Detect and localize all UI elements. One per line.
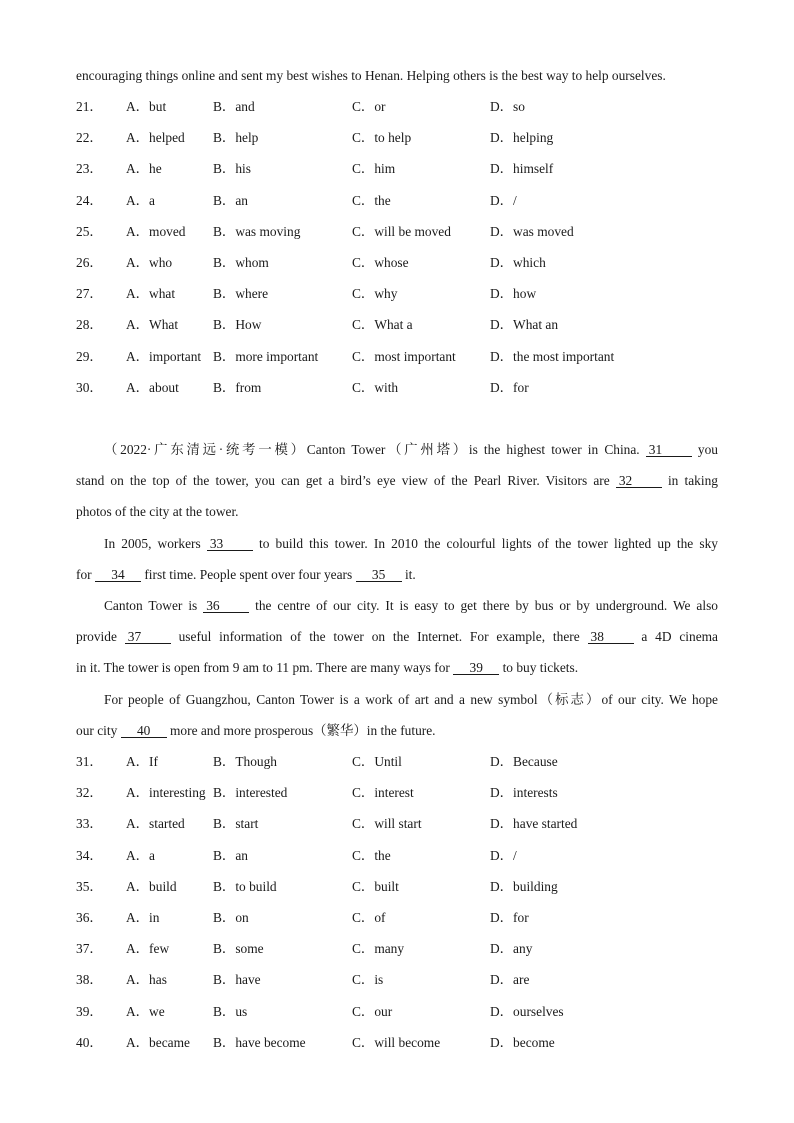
option-d[interactable]: D．What an: [490, 317, 559, 332]
option-d[interactable]: D．interests: [490, 785, 558, 800]
option-c[interactable]: C．will be moved: [352, 224, 451, 239]
option-c[interactable]: C．will start: [352, 816, 422, 831]
passage-line: in it. The tower is open from 9 am to 11 pm. There are many ways for 39 to buy tickets.: [76, 660, 579, 675]
question-row: [76, 879, 736, 895]
source-label: （2022·广东清远·统考一模）: [104, 442, 307, 457]
option-c[interactable]: C．is: [352, 972, 384, 987]
option-b[interactable]: B．interested: [213, 785, 288, 800]
option-b[interactable]: B．us: [213, 1004, 248, 1019]
option-b[interactable]: B．on: [213, 910, 249, 925]
question-number: 34．: [76, 848, 103, 863]
question-row: [76, 972, 736, 988]
option-b[interactable]: B．have: [213, 972, 261, 987]
question-row: [76, 255, 736, 271]
option-b[interactable]: B．an: [213, 193, 248, 208]
question-row: [76, 754, 736, 770]
option-b[interactable]: B．How: [213, 317, 262, 332]
question-number: 30．: [76, 380, 103, 395]
question-number: 35．: [76, 879, 103, 894]
option-d[interactable]: D．have started: [490, 816, 578, 831]
option-b[interactable]: B．an: [213, 848, 248, 863]
passage-line: for 34 first time. People spent over four years 35 it.: [76, 567, 416, 582]
blank-40[interactable]: 40: [121, 724, 167, 738]
option-a[interactable]: A．helped: [126, 130, 185, 145]
question-number: 33．: [76, 816, 103, 831]
question-row: [76, 130, 736, 146]
option-a[interactable]: A．started: [126, 816, 185, 831]
option-d[interactable]: D．helping: [490, 130, 554, 145]
question-row: [76, 317, 736, 333]
question-number: 38．: [76, 972, 103, 987]
question-number: 37．: [76, 941, 103, 956]
question-row: [76, 349, 736, 365]
option-c[interactable]: C．of: [352, 910, 386, 925]
question-row: [76, 161, 736, 177]
question-number: 31．: [76, 754, 103, 769]
question-number: 40．: [76, 1035, 103, 1050]
question-row: [76, 1004, 736, 1020]
question-row: [76, 848, 736, 864]
passage-line: our city 40 more and more prosperous（繁华）in the future.: [76, 723, 436, 738]
blank-34[interactable]: 34: [95, 568, 141, 582]
option-c[interactable]: C．interest: [352, 785, 414, 800]
option-d[interactable]: D．so: [490, 99, 525, 114]
option-d[interactable]: D．become: [490, 1035, 555, 1050]
question-number: 21．: [76, 99, 103, 114]
option-d[interactable]: D．/: [490, 193, 517, 208]
option-c[interactable]: C．the: [352, 193, 391, 208]
passage-line: For people of Guangzhou, Canton Tower is a work of art and a new symbol（标志）of our city. We hope: [104, 692, 718, 707]
option-a[interactable]: A．a: [126, 193, 156, 208]
option-d[interactable]: D．the most important: [490, 349, 615, 364]
option-a[interactable]: A．What: [126, 317, 179, 332]
question-number: 25．: [76, 224, 103, 239]
blank-32[interactable]: 32: [616, 474, 662, 488]
option-a[interactable]: A．who: [126, 255, 173, 270]
option-d[interactable]: D．any: [490, 941, 533, 956]
option-a[interactable]: A．he: [126, 161, 162, 176]
option-b[interactable]: B．his: [213, 161, 251, 176]
option-a[interactable]: A．in: [126, 910, 160, 925]
question-number: 32．: [76, 785, 103, 800]
option-c[interactable]: C．our: [352, 1004, 393, 1019]
option-c[interactable]: C．Until: [352, 754, 402, 769]
question-row: [76, 910, 736, 926]
option-c[interactable]: C．What a: [352, 317, 413, 332]
option-c[interactable]: C．whose: [352, 255, 409, 270]
option-a[interactable]: A．but: [126, 99, 167, 114]
question-row: [76, 193, 736, 209]
question-row: [76, 785, 736, 801]
question-number: 24．: [76, 193, 103, 208]
option-a[interactable]: A．moved: [126, 224, 186, 239]
option-b[interactable]: B．from: [213, 380, 262, 395]
option-c[interactable]: C．will become: [352, 1035, 441, 1050]
question-row: [76, 380, 736, 396]
option-c[interactable]: C．him: [352, 161, 396, 176]
option-b[interactable]: B．whom: [213, 255, 269, 270]
question-number: 29．: [76, 349, 103, 364]
option-c[interactable]: C．why: [352, 286, 398, 301]
passage-line: provide 37 useful information of the tower on the Internet. For example, there 38 a 4D cinema: [76, 629, 718, 644]
option-a[interactable]: A．we: [126, 1004, 165, 1019]
option-d[interactable]: D．himself: [490, 161, 554, 176]
option-d[interactable]: D．building: [490, 879, 558, 894]
option-a[interactable]: A．a: [126, 848, 156, 863]
option-b[interactable]: B．to build: [213, 879, 277, 894]
option-b[interactable]: B．some: [213, 941, 264, 956]
option-d[interactable]: D．was moved: [490, 224, 574, 239]
option-a[interactable]: A．build: [126, 879, 177, 894]
option-a[interactable]: A．what: [126, 286, 176, 301]
option-a[interactable]: A．If: [126, 754, 158, 769]
option-c[interactable]: C．the: [352, 848, 391, 863]
option-d[interactable]: D．how: [490, 286, 537, 301]
option-d[interactable]: D．/: [490, 848, 517, 863]
option-b[interactable]: B．was moving: [213, 224, 301, 239]
option-d[interactable]: D．Because: [490, 754, 558, 769]
option-d[interactable]: D．ourselves: [490, 1004, 564, 1019]
question-number: 28．: [76, 317, 103, 332]
passage-line: photos of the city at the tower.: [76, 504, 239, 519]
option-a[interactable]: A．important: [126, 349, 202, 364]
question-number: 39．: [76, 1004, 103, 1019]
blank-35[interactable]: 35: [356, 568, 402, 582]
option-a[interactable]: A．interesting: [126, 785, 206, 800]
option-b[interactable]: B．more important: [213, 349, 319, 364]
option-c[interactable]: C．built: [352, 879, 399, 894]
blank-39[interactable]: 39: [453, 661, 499, 675]
option-b[interactable]: B．help: [213, 130, 259, 145]
option-d[interactable]: D．for: [490, 380, 529, 395]
question-number: 22．: [76, 130, 103, 145]
option-c[interactable]: C．or: [352, 99, 386, 114]
question-row: [76, 286, 736, 302]
option-b[interactable]: B．have become: [213, 1035, 306, 1050]
question-number: 23．: [76, 161, 103, 176]
blank-33[interactable]: 33: [207, 537, 253, 551]
passage-line: In 2005, workers 33 to build this tower. In 2010 the colourful lights of the tower lighted up the sky: [104, 536, 718, 551]
option-a[interactable]: A．became: [126, 1035, 190, 1050]
option-c[interactable]: C．to help: [352, 130, 412, 145]
option-c[interactable]: C．most important: [352, 349, 456, 364]
question-number: 27．: [76, 286, 103, 301]
passage-line: （2022·广东清远·统考一模）Canton Tower（广州塔）is the highest tower in China. 31 you: [104, 442, 718, 457]
question-row: [76, 224, 736, 240]
question-row: [76, 941, 736, 957]
question-row: [76, 1035, 736, 1051]
question-row: [76, 99, 736, 115]
option-c[interactable]: C．with: [352, 380, 399, 395]
option-b[interactable]: B．and: [213, 99, 255, 114]
option-a[interactable]: A．has: [126, 972, 167, 987]
passage-line: Canton Tower is 36 the centre of our city. It is easy to get there by bus or by underground. We also: [104, 598, 718, 613]
question-number: 36．: [76, 910, 103, 925]
option-b[interactable]: B．start: [213, 816, 259, 831]
option-b[interactable]: B．Though: [213, 754, 277, 769]
option-d[interactable]: D．for: [490, 910, 529, 925]
option-c[interactable]: C．many: [352, 941, 405, 956]
blank-36[interactable]: 36: [203, 599, 249, 613]
option-a[interactable]: A．few: [126, 941, 170, 956]
option-b[interactable]: B．where: [213, 286, 269, 301]
question-number: 26．: [76, 255, 103, 270]
question-row: [76, 816, 736, 832]
blank-38[interactable]: 38: [588, 630, 634, 644]
option-d[interactable]: D．which: [490, 255, 546, 270]
blank-37[interactable]: 37: [125, 630, 171, 644]
passage-line: stand on the top of the tower, you can get a bird’s eye view of the Pearl River. Visitors are 32 in taking: [76, 473, 718, 488]
option-d[interactable]: D．are: [490, 972, 530, 987]
option-a[interactable]: A．about: [126, 380, 179, 395]
intro-tail-text: encouraging things online and sent my best wishes to Henan. Helping others is the best way to help ourselves.: [76, 68, 666, 83]
blank-31[interactable]: 31: [646, 443, 692, 457]
